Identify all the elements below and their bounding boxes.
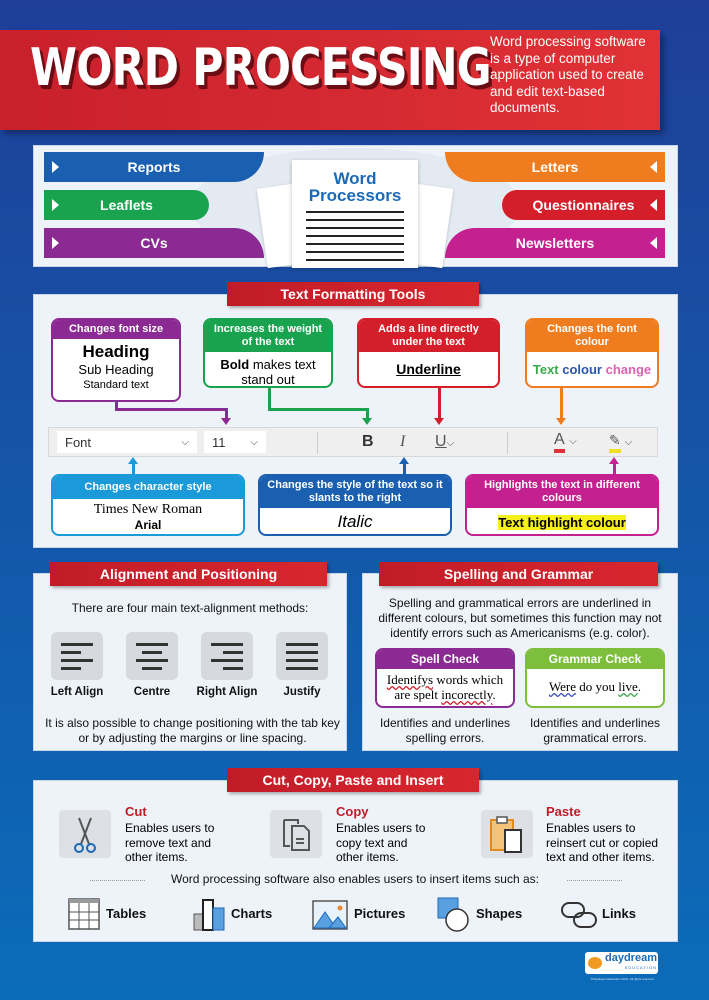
chevron-down-icon: ⌵	[181, 436, 189, 448]
misspelled-word: Identifys	[386, 672, 434, 687]
heading-sample: Heading	[82, 342, 150, 361]
card-body	[467, 508, 657, 532]
alignment-footer: It is also possible to change positioning with the tab key or by adjusting the margins or line spacing.	[45, 716, 340, 745]
chart-icon	[193, 898, 227, 932]
justify-icon	[276, 632, 328, 680]
highlight-card	[465, 474, 659, 536]
formatting-toolbar	[48, 427, 658, 457]
use-cvs	[44, 228, 264, 258]
cut-title: Cut	[125, 804, 147, 819]
right-align-icon	[201, 632, 253, 680]
use-leaflets	[44, 190, 209, 220]
copy-desc: Enables users to copy text and other items.	[336, 821, 426, 864]
copy-icon-box	[270, 810, 322, 858]
arial-sample: Arial	[134, 518, 162, 532]
font-select-value: Font	[65, 434, 92, 450]
card-header: Changes the style of the text so it slants to the right	[260, 476, 450, 508]
font-size-card	[51, 318, 181, 402]
center-title: Processors	[308, 186, 402, 205]
card-header: Spell Check	[377, 650, 513, 669]
clipboard-icon	[481, 810, 533, 858]
card-header: Changes the font colour	[527, 320, 657, 352]
spelling-intro: Spelling and grammatical errors are underlined in different colours, but sometimes this function may not identify errors such as Americanisms (e.g. color).	[378, 596, 662, 640]
intro-text: Word processing software is a type of computer application used to create and edit text-based documents.	[490, 34, 646, 115]
insert-tables: Tables	[106, 906, 147, 921]
spell-sample	[377, 669, 513, 702]
chevron-down-icon: ⌵	[624, 437, 633, 448]
cut-icon-box	[59, 810, 111, 858]
scissors-icon	[59, 810, 111, 858]
text-lines	[306, 211, 404, 261]
card-body	[205, 352, 331, 388]
arrow-right-icon	[52, 199, 59, 211]
paste-desc: Enables users to reinsert cut or copied text and other items.	[546, 821, 659, 864]
arrow-up-icon	[609, 457, 619, 464]
font-colour-icon: A	[554, 431, 565, 453]
page-title: WORD PROCESSING	[30, 38, 491, 98]
grammar-caption: Identifies and underlines grammatical errors.	[529, 716, 661, 745]
misspelled-word: incorectly	[441, 687, 493, 702]
brand-mark-icon	[588, 957, 602, 969]
document-icon	[292, 160, 418, 268]
use-label: CVs	[140, 235, 168, 251]
brand-name	[605, 954, 657, 972]
sample-text: .	[637, 679, 642, 694]
paste-icon-box	[481, 810, 533, 858]
chevron-down-icon: ⌵	[569, 436, 577, 447]
use-reports	[44, 152, 264, 182]
grammar-check-card	[525, 648, 665, 708]
underline-card	[357, 318, 500, 388]
alignment-intro: There are four main text-alignment methods:	[71, 601, 309, 615]
use-letters	[445, 152, 665, 182]
arrow-left-icon	[650, 199, 657, 211]
bold-sample: Bold	[220, 357, 250, 372]
copy-icon	[270, 810, 322, 858]
font-colour-button[interactable]	[554, 431, 577, 453]
insert-pictures: Pictures	[354, 906, 406, 921]
arrow-down-icon	[556, 418, 566, 425]
grammar-error-word: Were	[548, 679, 577, 694]
font-size-select[interactable]	[204, 431, 266, 453]
card-header: Increases the weight of the text	[205, 320, 331, 352]
spell-check-card	[375, 648, 515, 708]
font-select[interactable]	[57, 431, 197, 453]
justify-label: Justify	[283, 686, 321, 698]
arrow-left-icon	[650, 161, 657, 173]
use-newsletters	[445, 228, 665, 258]
bold-button[interactable]: B	[362, 433, 374, 450]
bold-card	[203, 318, 333, 388]
arrow-down-icon	[362, 418, 372, 425]
use-label: Newsletters	[515, 235, 595, 251]
bold-desc: makes text stand out	[241, 357, 316, 387]
left-align-label: Left Align	[50, 686, 104, 698]
subheading-sample: Sub Heading	[78, 362, 154, 377]
picture-icon	[312, 900, 348, 930]
arrow-down-icon	[221, 418, 231, 425]
right-align-label: Right Align	[196, 686, 258, 698]
section-title-spelling: Spelling and Grammar	[379, 562, 658, 586]
sample-text: do you	[576, 679, 619, 694]
table-icon	[68, 898, 100, 930]
card-header: Highlights the text in different colours	[467, 476, 657, 508]
underline-sample: Underline	[396, 361, 461, 377]
paste-title: Paste	[546, 804, 581, 819]
colour-word: colour	[562, 362, 602, 377]
highlight-sample: Text highlight colour	[498, 515, 626, 530]
arrow-down-icon	[434, 418, 444, 425]
italic-sample: Italic	[337, 512, 373, 531]
copyright: ©Daydream Education 2021. All rights reserved.	[590, 977, 655, 981]
left-align-icon	[51, 632, 103, 680]
times-sample: Times New Roman	[93, 502, 203, 517]
standard-sample: Standard text	[83, 379, 149, 391]
font-colour-card	[525, 318, 659, 388]
section-title-edit: Cut, Copy, Paste and Insert	[227, 768, 479, 792]
underline-button[interactable]	[435, 433, 454, 451]
highlight-button[interactable]	[609, 431, 632, 453]
section-title-formatting: Text Formatting Tools	[227, 282, 479, 306]
cut-desc: Enables users to remove text and other items.	[125, 821, 215, 864]
connector-line	[115, 408, 227, 411]
shapes-icon	[437, 897, 471, 933]
insert-charts: Charts	[231, 906, 273, 921]
toolbar-divider	[317, 432, 318, 454]
connector-line	[438, 388, 441, 420]
connector-line	[560, 388, 563, 420]
grammar-error-word: live	[618, 679, 638, 694]
arrow-left-icon	[650, 237, 657, 249]
spell-caption: Identifies and underlines spelling errors.	[379, 716, 511, 745]
chevron-down-icon: ⌵	[446, 438, 455, 449]
use-label: Leaflets	[100, 197, 153, 213]
sample-text: .	[492, 687, 496, 702]
brand-logo	[585, 952, 658, 974]
toolbar-divider	[507, 432, 508, 454]
use-questionnaires	[502, 190, 665, 220]
chevron-down-icon: ⌵	[250, 436, 258, 448]
dotted-divider	[90, 880, 145, 881]
arrow-up-icon	[399, 457, 409, 464]
card-header: Changes font size	[53, 320, 179, 339]
centre-label: Centre	[133, 686, 171, 698]
insert-shapes: Shapes	[476, 906, 523, 921]
underline-icon: U	[435, 433, 447, 450]
use-label: Letters	[531, 159, 579, 175]
card-header: Grammar Check	[527, 650, 663, 669]
card-header: Adds a line directly under the text	[359, 320, 498, 352]
insert-links: Links	[602, 906, 636, 921]
center-title: Word	[333, 169, 377, 188]
use-label: Reports	[127, 159, 181, 175]
grammar-sample	[527, 669, 663, 695]
arrow-up-icon	[128, 457, 138, 464]
section-title-alignment: Alignment and Positioning	[50, 562, 327, 586]
font-size-value: 11	[212, 434, 226, 450]
highlighter-icon: ✎	[609, 431, 621, 453]
connector-line	[268, 408, 368, 411]
copy-title: Copy	[336, 804, 369, 819]
link-icon	[560, 900, 598, 930]
italic-button[interactable]: I	[400, 433, 406, 450]
colour-word: change	[605, 362, 652, 377]
arrow-right-icon	[52, 237, 59, 249]
brand-sub: EDUCATION	[624, 965, 657, 970]
card-header: Changes character style	[53, 476, 243, 499]
character-style-card	[51, 474, 245, 536]
sample-text: words which	[433, 672, 504, 687]
arrow-right-icon	[52, 161, 59, 173]
card-body	[527, 352, 657, 377]
colour-word: Text	[532, 362, 559, 377]
use-label: Questionnaires	[532, 197, 635, 213]
card-body	[53, 342, 179, 391]
centre-align-icon	[126, 632, 178, 680]
sample-text: are spelt	[394, 687, 442, 702]
insert-intro: Word processing software also enables users to insert items such as:	[171, 872, 539, 886]
brand-text: daydream	[605, 952, 657, 964]
italic-card	[258, 474, 452, 536]
dotted-divider	[567, 880, 622, 881]
